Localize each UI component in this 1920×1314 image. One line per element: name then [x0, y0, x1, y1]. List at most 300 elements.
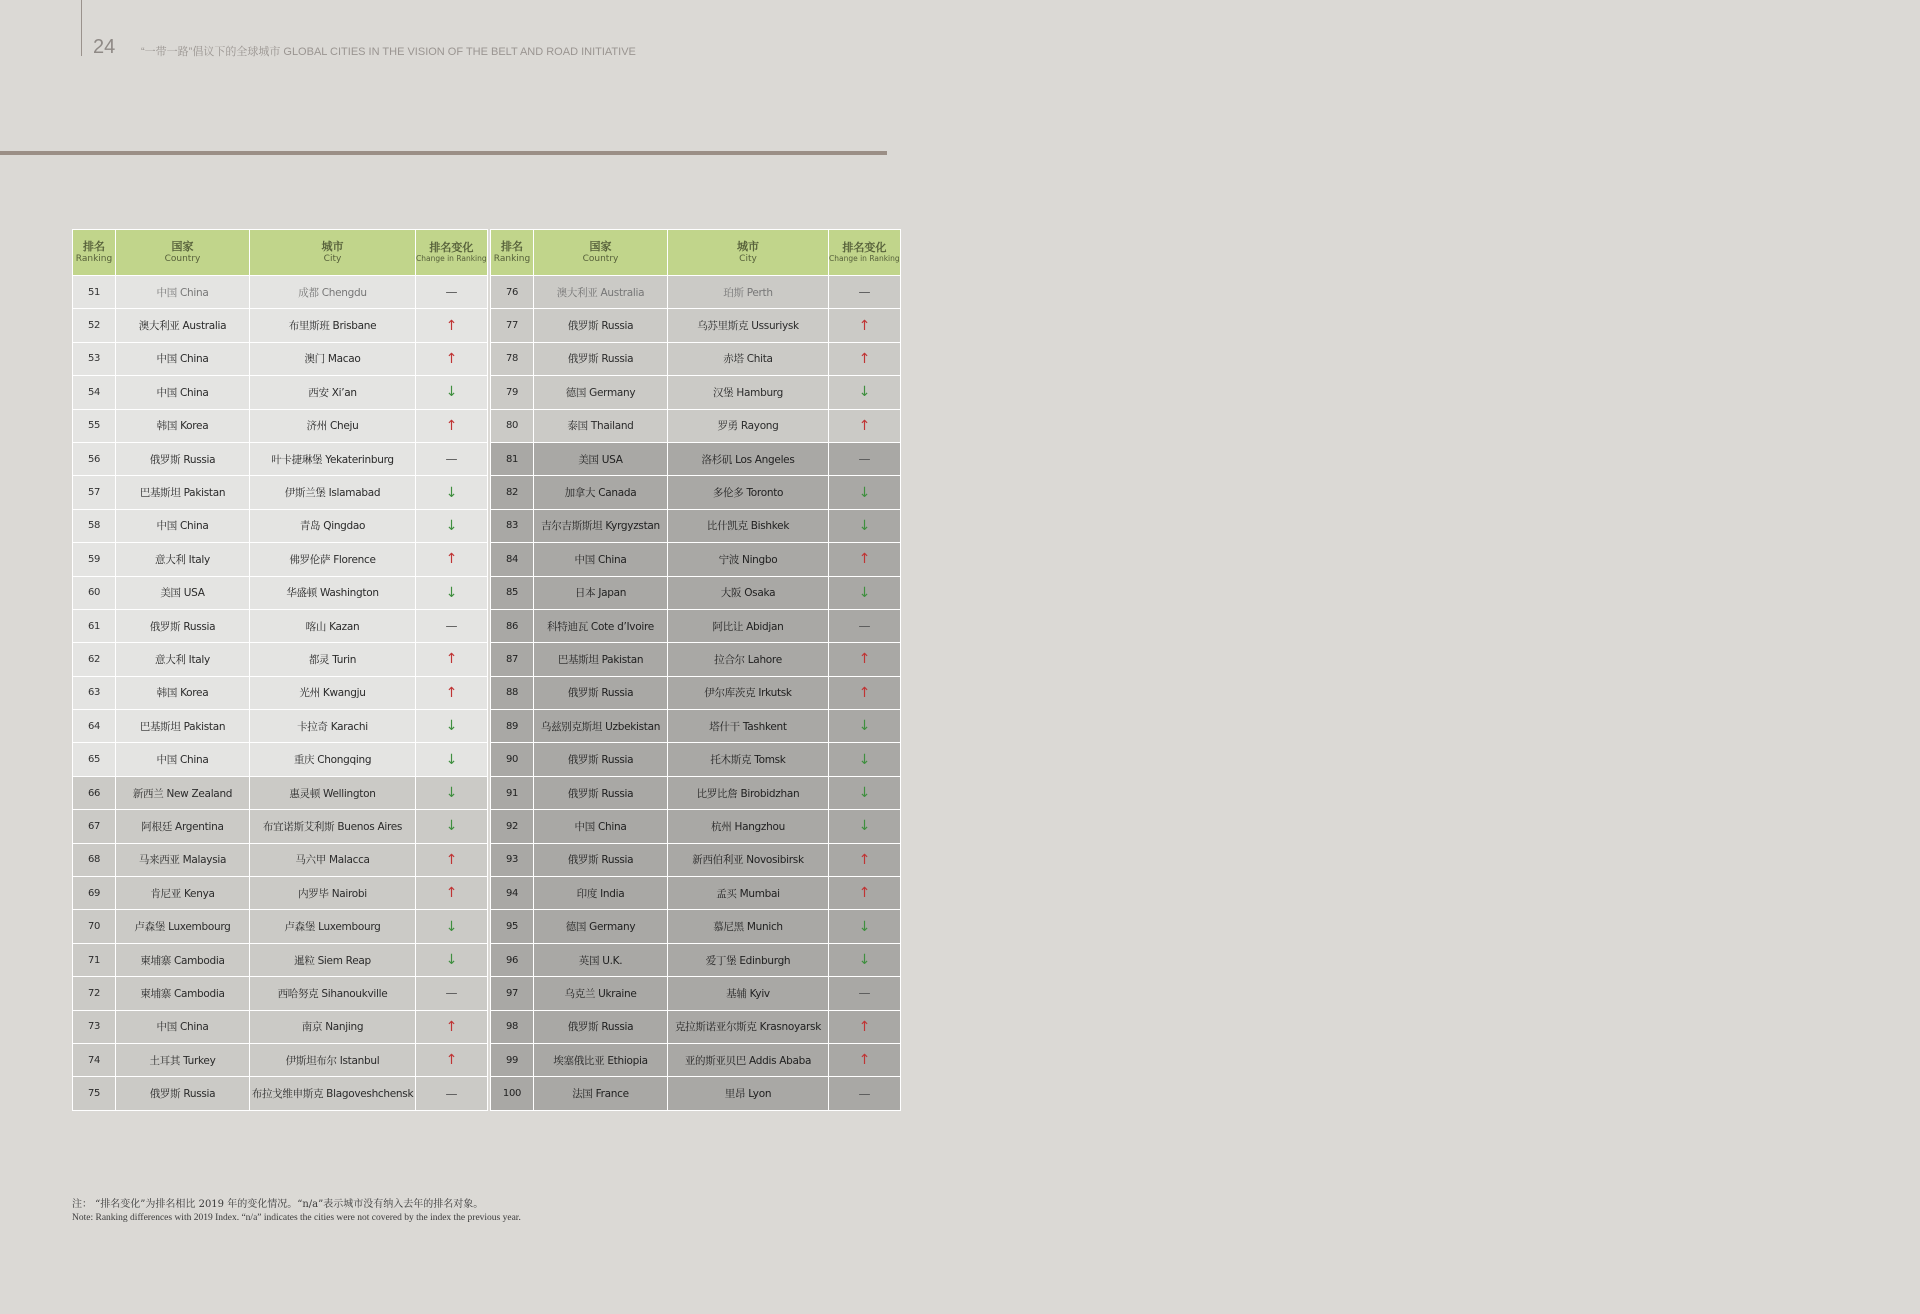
country-cell: 马来西亚 Malaysia	[116, 843, 250, 876]
horizontal-rule	[0, 151, 887, 155]
dash-icon: —	[445, 452, 458, 467]
rank-cell: 97	[491, 977, 534, 1010]
change-cell	[416, 776, 488, 809]
table-row	[491, 476, 901, 509]
rank-cell: 78	[491, 342, 534, 375]
change-cell	[416, 710, 488, 743]
table-row	[73, 776, 488, 809]
rank-cell: 84	[491, 543, 534, 576]
change-cell	[416, 843, 488, 876]
country-cell: 中国 China	[116, 276, 250, 309]
change-cell	[829, 509, 901, 542]
dash-icon: —	[445, 986, 458, 1001]
change-cell	[829, 476, 901, 509]
change-cell	[829, 776, 901, 809]
city-cell: 比罗比詹 Birobidzhan	[668, 776, 829, 809]
country-cell: 柬埔寨 Cambodia	[116, 943, 250, 976]
country-cell: 德国 Germany	[534, 376, 668, 409]
rank-cell: 76	[491, 276, 534, 309]
country-cell: 日本 Japan	[534, 576, 668, 609]
col-header-ranking: 排名 Ranking	[73, 230, 116, 276]
city-cell: 慕尼黑 Munich	[668, 910, 829, 943]
city-cell: 伊斯兰堡 Islamabad	[250, 476, 416, 509]
city-cell: 赤塔 Chita	[668, 342, 829, 375]
city-cell: 托木斯克 Tomsk	[668, 743, 829, 776]
change-cell	[829, 1010, 901, 1043]
city-cell: 乌苏里斯克 Ussuriysk	[668, 309, 829, 342]
rank-cell: 65	[73, 743, 116, 776]
country-cell: 意大利 Italy	[116, 643, 250, 676]
arrow-down-icon: ↓	[858, 484, 871, 501]
arrow-up-icon: ↑	[858, 1018, 871, 1035]
arrow-up-icon: ↑	[858, 885, 871, 902]
change-cell	[416, 1010, 488, 1043]
change-cell	[829, 442, 901, 475]
country-cell: 美国 USA	[534, 442, 668, 475]
rank-cell: 88	[491, 676, 534, 709]
rank-cell: 58	[73, 509, 116, 542]
arrow-up-icon: ↑	[445, 317, 458, 334]
change-cell	[829, 1077, 901, 1110]
arrow-up-icon: ↑	[445, 851, 458, 868]
rank-cell: 95	[491, 910, 534, 943]
city-cell: 珀斯 Perth	[668, 276, 829, 309]
table-row	[73, 543, 488, 576]
city-cell: 伊斯坦布尔 Istanbul	[250, 1043, 416, 1076]
arrow-up-icon: ↑	[445, 551, 458, 568]
rank-cell: 61	[73, 609, 116, 642]
table-row	[73, 943, 488, 976]
country-cell: 意大利 Italy	[116, 543, 250, 576]
country-cell: 德国 Germany	[534, 910, 668, 943]
city-cell: 大阪 Osaka	[668, 576, 829, 609]
table-row	[491, 276, 901, 309]
change-cell	[829, 910, 901, 943]
rank-cell: 59	[73, 543, 116, 576]
arrow-down-icon: ↓	[445, 484, 458, 501]
change-cell	[829, 877, 901, 910]
country-cell: 中国 China	[116, 342, 250, 375]
rank-cell: 52	[73, 309, 116, 342]
country-cell: 柬埔寨 Cambodia	[116, 977, 250, 1010]
country-cell: 巴基斯坦 Pakistan	[116, 476, 250, 509]
country-cell: 俄罗斯 Russia	[534, 676, 668, 709]
country-cell: 埃塞俄比亚 Ethiopia	[534, 1043, 668, 1076]
city-cell: 卡拉奇 Karachi	[250, 710, 416, 743]
ranking-table-left	[72, 229, 488, 1111]
change-cell	[416, 743, 488, 776]
city-cell: 阿比让 Abidjan	[668, 609, 829, 642]
arrow-down-icon: ↓	[445, 751, 458, 768]
change-cell	[416, 342, 488, 375]
country-cell: 俄罗斯 Russia	[116, 1077, 250, 1110]
arrow-down-icon: ↓	[445, 952, 458, 968]
city-cell: 里昂 Lyon	[668, 1077, 829, 1110]
city-cell: 杭州 Hangzhou	[668, 810, 829, 843]
city-cell: 塔什干 Tashkent	[668, 710, 829, 743]
change-cell	[416, 509, 488, 542]
arrow-down-icon: ↓	[858, 918, 871, 935]
table-row	[491, 376, 901, 409]
table-row	[491, 710, 901, 743]
change-cell	[829, 810, 901, 843]
arrow-down-icon: ↓	[858, 818, 871, 835]
change-cell	[416, 943, 488, 976]
arrow-down-icon: ↓	[445, 584, 458, 601]
running-title: “一带一路”倡议下的全球城市 GLOBAL CITIES IN THE VISION OF THE BELT AND ROAD INITIATIVE	[141, 46, 636, 58]
arrow-down-icon: ↓	[858, 751, 871, 768]
table-row	[491, 810, 901, 843]
ranking-table-right	[490, 229, 901, 1111]
country-cell: 土耳其 Turkey	[116, 1043, 250, 1076]
country-cell: 印度 India	[534, 877, 668, 910]
table-row	[73, 710, 488, 743]
table-row	[491, 676, 901, 709]
change-cell	[416, 476, 488, 509]
city-cell: 内罗毕 Nairobi	[250, 877, 416, 910]
city-cell: 暹粒 Siem Reap	[250, 943, 416, 976]
country-cell: 俄罗斯 Russia	[116, 442, 250, 475]
arrow-up-icon: ↑	[858, 417, 871, 434]
rank-cell: 94	[491, 877, 534, 910]
table-row	[73, 1043, 488, 1076]
change-cell	[829, 710, 901, 743]
rank-cell: 51	[73, 276, 116, 309]
change-cell	[416, 910, 488, 943]
rank-cell: 82	[491, 476, 534, 509]
change-cell	[416, 309, 488, 342]
arrow-up-icon: ↑	[445, 885, 458, 902]
change-cell	[416, 376, 488, 409]
country-cell: 乌克兰 Ukraine	[534, 977, 668, 1010]
arrow-down-icon: ↓	[445, 718, 458, 735]
change-cell	[829, 843, 901, 876]
change-cell	[416, 1043, 488, 1076]
table-row	[73, 376, 488, 409]
change-cell	[416, 543, 488, 576]
col-header-country: 国家 Country	[534, 230, 668, 276]
arrow-up-icon: ↑	[858, 551, 871, 568]
city-cell: 佛罗伦萨 Florence	[250, 543, 416, 576]
rank-cell: 86	[491, 609, 534, 642]
change-cell	[416, 643, 488, 676]
arrow-up-icon: ↑	[858, 684, 871, 701]
city-cell: 惠灵顿 Wellington	[250, 776, 416, 809]
country-cell: 中国 China	[116, 376, 250, 409]
table-row	[491, 442, 901, 475]
table-row	[491, 1077, 901, 1110]
country-cell: 阿根廷 Argentina	[116, 810, 250, 843]
change-cell	[416, 442, 488, 475]
rank-cell: 74	[73, 1043, 116, 1076]
change-cell	[829, 943, 901, 976]
rank-cell: 55	[73, 409, 116, 442]
table-row	[491, 1010, 901, 1043]
rank-cell: 53	[73, 342, 116, 375]
rank-cell: 57	[73, 476, 116, 509]
city-cell: 光州 Kwangju	[250, 676, 416, 709]
city-cell: 布拉戈维申斯克 Blagoveshchensk	[250, 1077, 416, 1110]
table-row	[491, 776, 901, 809]
arrow-up-icon: ↑	[858, 317, 871, 334]
country-cell: 澳大利亚 Australia	[534, 276, 668, 309]
change-cell	[416, 676, 488, 709]
dash-icon: —	[445, 619, 458, 634]
table-row	[73, 676, 488, 709]
rank-cell: 73	[73, 1010, 116, 1043]
table-row	[73, 977, 488, 1010]
country-cell: 俄罗斯 Russia	[534, 743, 668, 776]
dash-icon: —	[858, 986, 871, 1001]
arrow-down-icon: ↓	[858, 584, 871, 601]
rank-cell: 87	[491, 643, 534, 676]
city-cell: 拉合尔 Lahore	[668, 643, 829, 676]
country-cell: 吉尔吉斯斯坦 Kyrgyzstan	[534, 509, 668, 542]
arrow-up-icon: ↑	[445, 417, 458, 434]
city-cell: 西安 Xi’an	[250, 376, 416, 409]
col-header-city: 城市 City	[250, 230, 416, 276]
arrow-up-icon: ↑	[445, 350, 458, 367]
rank-cell: 83	[491, 509, 534, 542]
col-header-city: 城市 City	[668, 230, 829, 276]
col-header-country: 国家 Country	[116, 230, 250, 276]
country-cell: 加拿大 Canada	[534, 476, 668, 509]
country-cell: 中国 China	[534, 810, 668, 843]
country-cell: 中国 China	[116, 509, 250, 542]
country-cell: 澳大利亚 Australia	[116, 309, 250, 342]
col-header-ranking: 排名 Ranking	[491, 230, 534, 276]
table-row	[73, 476, 488, 509]
city-cell: 卢森堡 Luxembourg	[250, 910, 416, 943]
table-row	[491, 877, 901, 910]
country-cell: 韩国 Korea	[116, 676, 250, 709]
change-cell	[829, 376, 901, 409]
table-row	[73, 276, 488, 309]
rank-cell: 79	[491, 376, 534, 409]
table-row	[73, 509, 488, 542]
change-cell	[416, 1077, 488, 1110]
rank-cell: 67	[73, 810, 116, 843]
table-body	[73, 276, 488, 1111]
arrow-up-icon: ↑	[858, 350, 871, 367]
city-cell: 都灵 Turin	[250, 643, 416, 676]
arrow-up-icon: ↑	[858, 1052, 871, 1069]
city-cell: 南京 Nanjing	[250, 1010, 416, 1043]
change-cell	[416, 810, 488, 843]
country-cell: 科特迪瓦 Cote d’Ivoire	[534, 609, 668, 642]
table-row	[73, 743, 488, 776]
arrow-down-icon: ↓	[858, 952, 871, 968]
arrow-down-icon: ↓	[445, 818, 458, 835]
table-row	[491, 743, 901, 776]
rank-cell: 66	[73, 776, 116, 809]
rank-cell: 70	[73, 910, 116, 943]
change-cell	[416, 576, 488, 609]
city-cell: 澳门 Macao	[250, 342, 416, 375]
table-body	[491, 276, 901, 1111]
change-cell	[829, 1043, 901, 1076]
country-cell: 英国 U.K.	[534, 943, 668, 976]
table-row	[491, 1043, 901, 1076]
city-cell: 布里斯班 Brisbane	[250, 309, 416, 342]
country-cell: 中国 China	[116, 743, 250, 776]
table-row	[73, 342, 488, 375]
arrow-up-icon: ↑	[858, 651, 871, 668]
dash-icon: —	[445, 1086, 458, 1101]
footnote-english: Note: Ranking differences with 2019 Index. “n/a” indicates the cities were not covered by the index the previous year.	[72, 1213, 521, 1223]
city-cell: 比什凯克 Bishkek	[668, 509, 829, 542]
rank-cell: 63	[73, 676, 116, 709]
arrow-down-icon: ↓	[445, 918, 458, 935]
country-cell: 美国 USA	[116, 576, 250, 609]
city-cell: 马六甲 Malacca	[250, 843, 416, 876]
arrow-down-icon: ↓	[858, 384, 871, 401]
rank-cell: 71	[73, 943, 116, 976]
rank-cell: 54	[73, 376, 116, 409]
arrow-down-icon: ↓	[445, 517, 458, 534]
dash-icon: —	[858, 1086, 871, 1101]
rank-cell: 68	[73, 843, 116, 876]
arrow-down-icon: ↓	[858, 718, 871, 735]
city-cell: 爱丁堡 Edinburgh	[668, 943, 829, 976]
country-cell: 俄罗斯 Russia	[534, 1010, 668, 1043]
table-row	[73, 442, 488, 475]
table-row	[491, 543, 901, 576]
country-cell: 乌兹别克斯坦 Uzbekistan	[534, 710, 668, 743]
table-row	[491, 409, 901, 442]
country-cell: 卢森堡 Luxembourg	[116, 910, 250, 943]
country-cell: 新西兰 New Zealand	[116, 776, 250, 809]
rank-cell: 72	[73, 977, 116, 1010]
arrow-up-icon: ↑	[445, 1018, 458, 1035]
change-cell	[829, 543, 901, 576]
city-cell: 洛杉矶 Los Angeles	[668, 442, 829, 475]
city-cell: 汉堡 Hamburg	[668, 376, 829, 409]
table-row	[491, 309, 901, 342]
table-row	[491, 342, 901, 375]
dash-icon: —	[858, 619, 871, 634]
page-number: 24	[93, 36, 116, 58]
country-cell: 法国 France	[534, 1077, 668, 1110]
table-row	[491, 576, 901, 609]
table-row	[491, 977, 901, 1010]
arrow-up-icon: ↑	[445, 651, 458, 668]
table-row	[73, 576, 488, 609]
change-cell	[829, 676, 901, 709]
rank-cell: 99	[491, 1043, 534, 1076]
change-cell	[416, 276, 488, 309]
arrow-down-icon: ↓	[445, 384, 458, 401]
country-cell: 中国 China	[534, 543, 668, 576]
city-cell: 新西伯利亚 Novosibirsk	[668, 843, 829, 876]
city-cell: 济州 Cheju	[250, 409, 416, 442]
footnote-chinese: 注： “排名变化”为排名相比 2019 年的变化情况。“n/a”表示城市没有纳入去年的排名对象。	[72, 1199, 484, 1210]
city-cell: 青岛 Qingdao	[250, 509, 416, 542]
change-cell	[829, 609, 901, 642]
rank-cell: 100	[491, 1077, 534, 1110]
table-row	[491, 609, 901, 642]
change-cell	[416, 977, 488, 1010]
table-row	[491, 943, 901, 976]
header-divider-line	[81, 0, 82, 56]
change-cell	[829, 309, 901, 342]
table-row	[73, 910, 488, 943]
country-cell: 巴基斯坦 Pakistan	[534, 643, 668, 676]
city-cell: 西哈努克 Sihanoukville	[250, 977, 416, 1010]
table-row	[73, 643, 488, 676]
city-cell: 华盛顿 Washington	[250, 576, 416, 609]
table-row	[491, 509, 901, 542]
table-row	[73, 843, 488, 876]
table-row	[491, 910, 901, 943]
rank-cell: 64	[73, 710, 116, 743]
rank-cell: 77	[491, 309, 534, 342]
arrow-down-icon: ↓	[858, 785, 871, 802]
country-cell: 俄罗斯 Russia	[534, 776, 668, 809]
rank-cell: 91	[491, 776, 534, 809]
change-cell	[416, 609, 488, 642]
col-header-change: 排名变化 Change in Ranking	[829, 230, 901, 276]
change-cell	[829, 409, 901, 442]
arrow-up-icon: ↑	[445, 1052, 458, 1069]
rank-cell: 93	[491, 843, 534, 876]
country-cell: 俄罗斯 Russia	[534, 309, 668, 342]
rank-cell: 60	[73, 576, 116, 609]
dash-icon: —	[858, 452, 871, 467]
table-row	[73, 309, 488, 342]
rank-cell: 96	[491, 943, 534, 976]
table-row	[73, 609, 488, 642]
country-cell: 韩国 Korea	[116, 409, 250, 442]
city-cell: 宁波 Ningbo	[668, 543, 829, 576]
rank-cell: 56	[73, 442, 116, 475]
city-cell: 喀山 Kazan	[250, 609, 416, 642]
rank-cell: 62	[73, 643, 116, 676]
country-cell: 泰国 Thailand	[534, 409, 668, 442]
rank-cell: 92	[491, 810, 534, 843]
table-row	[73, 877, 488, 910]
table-row	[73, 1010, 488, 1043]
country-cell: 巴基斯坦 Pakistan	[116, 710, 250, 743]
change-cell	[416, 877, 488, 910]
country-cell: 俄罗斯 Russia	[116, 609, 250, 642]
city-cell: 成都 Chengdu	[250, 276, 416, 309]
arrow-up-icon: ↑	[858, 851, 871, 868]
change-cell	[829, 276, 901, 309]
city-cell: 布宜诺斯艾利斯 Buenos Aires	[250, 810, 416, 843]
change-cell	[416, 409, 488, 442]
change-cell	[829, 643, 901, 676]
rank-cell: 80	[491, 409, 534, 442]
rank-cell: 81	[491, 442, 534, 475]
rank-cell: 69	[73, 877, 116, 910]
change-cell	[829, 743, 901, 776]
table-header-row	[491, 230, 901, 276]
country-cell: 中国 China	[116, 1010, 250, 1043]
rank-cell: 85	[491, 576, 534, 609]
country-cell: 俄罗斯 Russia	[534, 342, 668, 375]
arrow-up-icon: ↑	[445, 684, 458, 701]
country-cell: 肯尼亚 Kenya	[116, 877, 250, 910]
table-row	[73, 810, 488, 843]
rank-cell: 90	[491, 743, 534, 776]
dash-icon: —	[858, 285, 871, 300]
city-cell: 孟买 Mumbai	[668, 877, 829, 910]
rank-cell: 89	[491, 710, 534, 743]
table-row	[73, 409, 488, 442]
city-cell: 多伦多 Toronto	[668, 476, 829, 509]
city-cell: 基辅 Kyiv	[668, 977, 829, 1010]
